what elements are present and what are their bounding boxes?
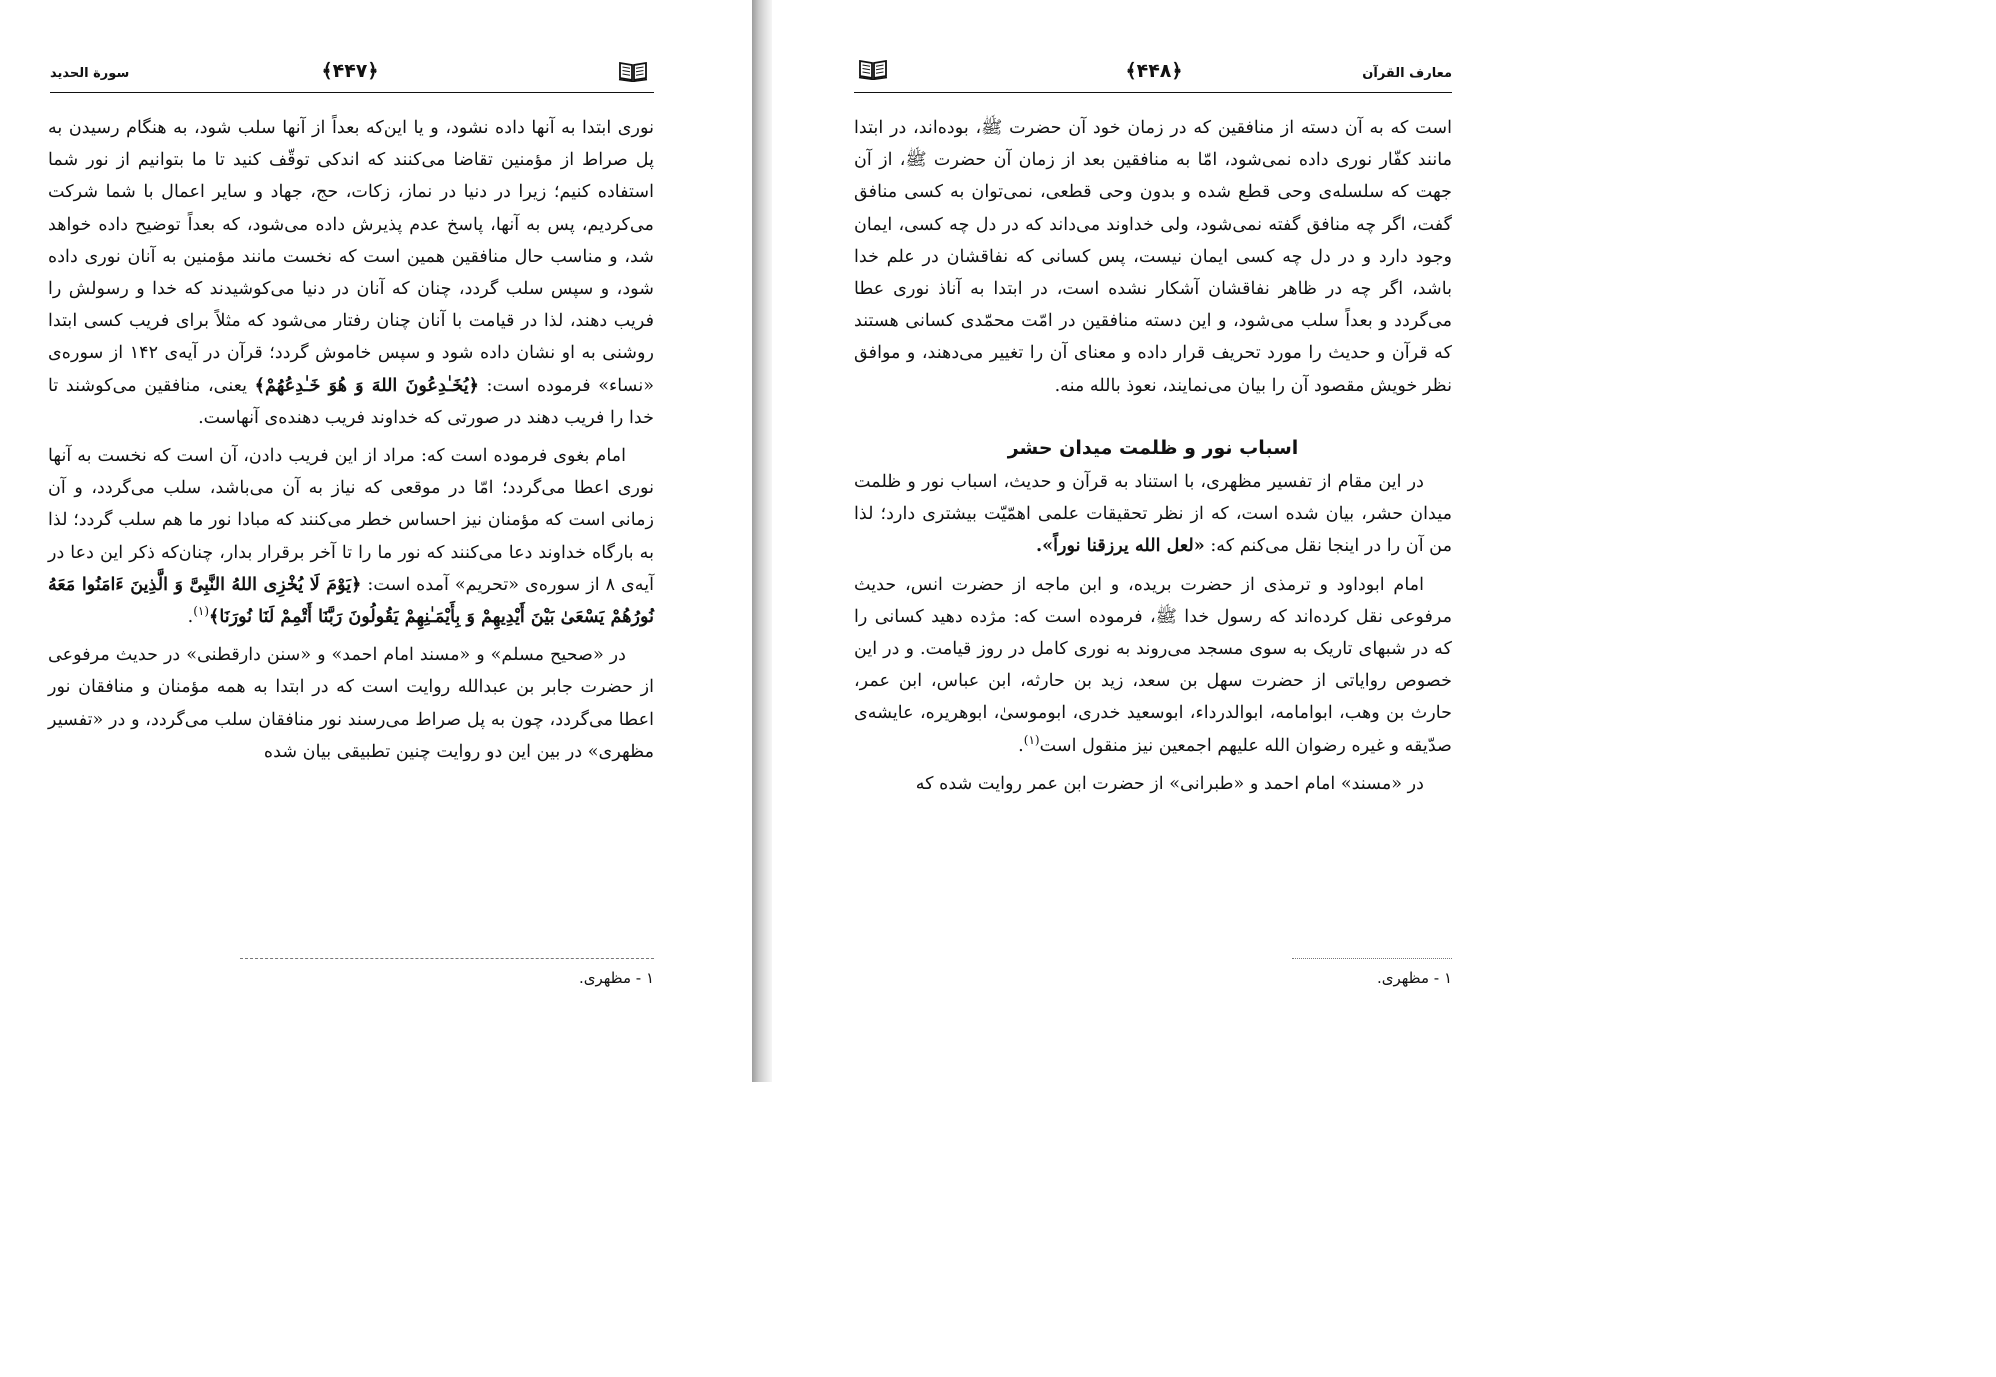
left-paragraph-1: [48, 112, 654, 434]
right-footnote-divider: [1292, 958, 1452, 959]
paragraph-text: در «صحیح مسلم» و «مسند امام احمد» و «سنن دارقطنی» در حدیث مرفوعی از حضرت جابر بن عبدالله روایت است که در ابتدا به همه مؤمنان و منافقان نور اعطا می‌گردد، چون به پل صراط می‌رسند نور منافقان سلب می‌گردد، و در «تفسیر مظهری» در بین این دو روایت چنین تطبیقی بیان شده: [48, 645, 654, 762]
right-running-head: [854, 58, 1452, 93]
quran-verse: ﴿يُخَـٰدِعُونَ اللهَ وَ هُوَ خَـٰدِعُهُمْ﴾: [254, 374, 479, 396]
left-paragraph-3: [48, 639, 654, 768]
paragraph-text: در این مقام از تفسیر مظهری، با استناد به قرآن و حدیث، اسباب نور و ظلمت میدان حشر، بیان شده است، که از نظر تحقیقات علمی اهمّیّت بیشتری دارد؛ لذا من آن را در اینجا نقل می‌کنم که:: [854, 472, 1452, 557]
paragraph-text: .: [1018, 735, 1024, 756]
section-heading: اسباب نور و ظلمت میدان حشر: [1007, 436, 1299, 459]
right-footnote: ۱ - مظهری.: [1376, 969, 1452, 987]
left-header-title: سورة الحديد: [50, 66, 130, 81]
right-body-text: [854, 112, 1452, 806]
right-paragraph-1: است که به آن دسته از منافقین که در زمان خود آن حضرت ﷺ، بوده‌اند، در ابتدا مانند کفّار نوری داده نمی‌شود، امّا به منافقین بعد از زمان آن حضرت ﷺ، از آن جهت که سلسله‌ی وحی قطع شده و بدون وحی قطعی، نمی‌توان به کسی منافق گفت، اگر چه منافق گفته نمی‌شود، ولی خداوند می‌داند که در دل چه کسی، ایمان وجود دارد و در دل چه کسی ایمان نیست، پس کسانی که نفاقشان در علم خدا باشد، اگر چه در ظاهر نفاقشان آشکار نشده است، در ابتدا به آناذ نوری عطا می‌گردد و بعداً سلب می‌شود، و این دسته منافقین در امّت محمّدی کسانی هستند که قرآن و حدیث را مورد تحریف قرار داده و معنای آن را تغییر می‌دهند، و موافق نظر خویش مقصود آن را بیان می‌نمایند، نعوذ بالله منه.: [854, 118, 1452, 396]
left-paragraph-2: [48, 440, 654, 633]
left-body-text: [48, 112, 654, 774]
right-paragraph-4: در «مسند» امام احمد و «طبرانی» از حضرت ابن عمر روایت شده که: [915, 773, 1424, 794]
right-page-number: ﴿۴۴۸﴾: [1125, 60, 1183, 82]
book-gutter: [752, 0, 772, 1082]
paragraph-text: .: [187, 607, 194, 628]
left-footnote: ۱ - مظهری.: [578, 969, 654, 987]
paragraph-text: یعنی، منافقین می‌کوشند تا خدا را فریب دهند در صورتی که خداوند فریب دهنده‌ی آنهاست.: [48, 375, 654, 428]
right-page: [772, 0, 1568, 1082]
right-paragraph-2: [854, 466, 1452, 563]
footnote-reference[interactable]: (۱): [193, 604, 210, 619]
paragraph-text: امام ابوداود و ترمذی از حضرت بریده، و ابن ماجه از حضرت انس، حدیث مرفوعی نقل کرده‌اند که رسول خدا ﷺ، فرموده است که: مژده دهید کسانی را که در شبهای تاریک به سوی مسجد می‌روند به نوری کامل در روز قیامت. و در این خصوص روایاتی از حضرت سهل بن سعد، زید بن حارثه، ابن عباس، ابن عمر، حارث بن وهب، ابوامامه، ابوالدرداء، ابوسعید خدری، ابوموسیٰ، ابوهریره، عایشه‌ی صدّیقه و غیره رضوان الله علیهم اجمعین نیز منقول است: [854, 574, 1452, 756]
left-page: [0, 0, 752, 1082]
open-book-icon: [858, 58, 888, 80]
left-running-head: [50, 58, 654, 93]
right-header-title: معارف القرآن: [1362, 66, 1452, 81]
footnote-reference[interactable]: (۱): [1023, 732, 1040, 747]
open-book-icon: [618, 60, 648, 82]
left-footnote-divider: [240, 958, 654, 959]
paragraph-text: امام بغوی فرموده است که: مراد از این فریب دادن، آن است که نخست به آنها نوری اعطا می‌گردد؛ امّا در موقعی که نیاز به آن می‌باشد، سلب می‌گردد، و آن زمانی است که مؤمنان نیز احساس خطر می‌کنند که مبادا نور ما هم سلب گردد؛ لذا به بارگاه خداوند دعا می‌کنند که نور ما را تا آخر برقرار بدار، چنان‌که ذکر این دعا در آیه‌ی ۸ از سوره‌ی «تحریم» آمده است:: [48, 446, 654, 595]
right-paragraph-3: [854, 569, 1452, 762]
left-page-number: ﴿۴۴۷﴾: [321, 60, 379, 82]
paragraph-text: نوری ابتدا به آنها داده نشود، و یا این‌که بعداً از آنها سلب شود، به هنگام رسیدن به پل صراط از مؤمنین تقاضا می‌کنند که اندکی توقّف کنید تا ما بتوانیم از نور شما استفاده کنیم؛ زیرا در دنیا در نماز، زکات، حج، جهاد و سایر اعمال با شما شرکت می‌کردیم، پس به آنها، پاسخ عدم پذیرش داده می‌شود، که بعداً توضیح داده خواهد شد، و مناسب حال منافقین همین است که نخست مانند مؤمنین به آنان نوری داده شود، و سپس سلب گردد، چنان که آنان در دنیا می‌کوشیدند که خدا و رسولش را فریب دهند، لذا در قیامت با آنان چنان رفتار می‌شود که مثلاً برای فریب کسی ابتدا روشنی به او نشان داده شود و سپس خاموش گردد؛ قرآن در آیه‌ی ۱۴۲ از سوره‌ی «نساء» فرموده است:: [48, 118, 654, 396]
arabic-quote: «لعل الله یرزقنا نوراً».: [1036, 535, 1205, 557]
quran-verse: ﴿يَوْمَ لَا يُخْزِى اللهُ النَّبِىَّ وَ الَّذِينَ ءَامَنُوا مَعَهُ نُورُهُمْ يَسْعَىٰ بَيْنَ أَيْدِيهِمْ وَ بِأَيْمَـٰنِهِمْ يَقُولُونَ رَبَّنَا أَتْمِمْ لَنَا نُورَنَا﴾: [48, 573, 654, 628]
